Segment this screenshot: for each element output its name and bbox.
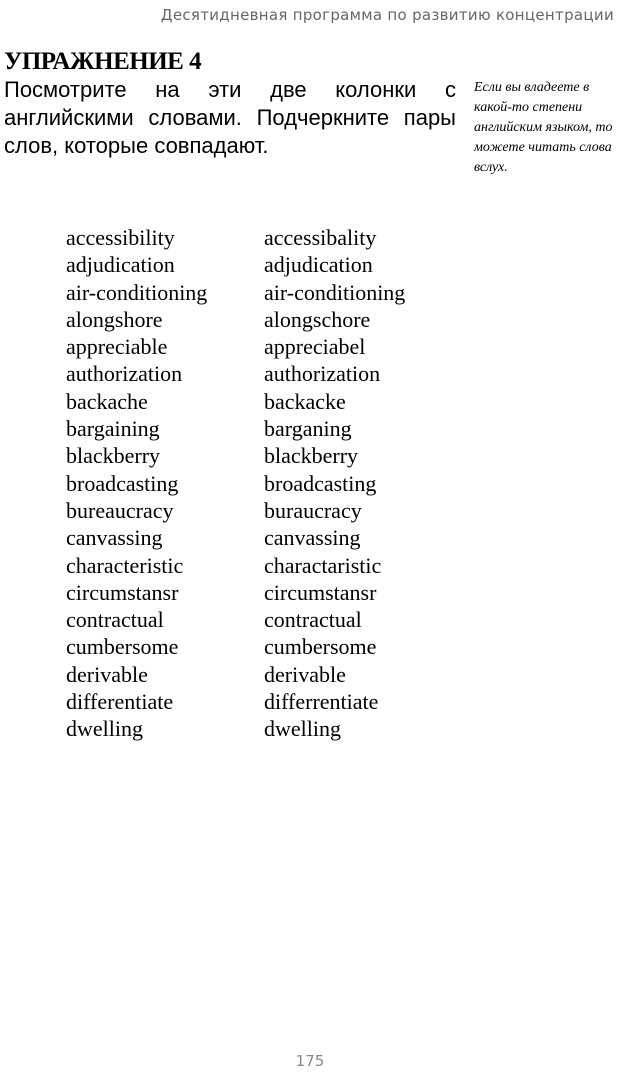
exercise-title: УПРАЖНЕНИЕ 4	[4, 48, 202, 75]
word-item: alongschore	[264, 306, 371, 332]
word-item: bureaucracy	[66, 497, 174, 523]
word-item: blackberry	[264, 443, 359, 469]
word-item: air-conditioning	[264, 279, 406, 305]
word-item: contractual	[264, 607, 362, 633]
word-item: canvassing	[66, 525, 163, 551]
word-item: adjudication	[264, 252, 373, 278]
word-item: appreciabel	[264, 334, 366, 360]
word-item: derivable	[66, 661, 148, 687]
word-item: derivable	[264, 661, 346, 687]
word-item: broadcasting	[264, 470, 377, 496]
word-item: dwelling	[66, 716, 143, 742]
word-item: appreciable	[66, 334, 168, 360]
word-item: canvassing	[264, 525, 361, 551]
word-item: characteristic	[66, 552, 184, 578]
word-item: air-conditioning	[66, 279, 208, 305]
word-item: cumbersome	[264, 634, 377, 660]
word-item: backache	[66, 388, 148, 414]
word-item: charactaristic	[264, 552, 382, 578]
word-item: differentiate	[66, 689, 174, 715]
word-item: adjudication	[66, 252, 175, 278]
word-item: accessibility	[66, 225, 175, 250]
word-item: contractual	[66, 607, 164, 633]
margin-note: Если вы владеете в какой-то степени английским языком, то можете читать слова вслух.	[474, 80, 613, 175]
word-item: buraucracy	[264, 497, 362, 523]
word-item: blackberry	[66, 443, 161, 469]
word-item: backacke	[264, 388, 346, 414]
running-head: Десятидневная программа по развитию концентрации	[160, 6, 614, 24]
word-item: cumbersome	[66, 634, 179, 660]
word-item: barganing	[264, 416, 352, 442]
word-item: dwelling	[264, 716, 341, 742]
word-item: accessibality	[264, 225, 377, 250]
word-item: broadcasting	[66, 470, 179, 496]
word-item: differrentiate	[264, 689, 379, 715]
word-item: authorization	[66, 361, 183, 387]
word-item: bargaining	[66, 416, 160, 442]
word-item: circumstansr	[264, 579, 377, 605]
word-item: circumstansr	[66, 579, 179, 605]
page-number: 175	[295, 1052, 325, 1070]
left-word-column	[66, 224, 207, 743]
right-word-column	[264, 224, 405, 743]
word-item: authorization	[264, 361, 381, 387]
word-item: alongshore	[66, 306, 163, 332]
instruction-text: Посмотрите на эти две колонки с английскими словами. Подчеркните пары слов, которые совпадают.	[4, 77, 456, 158]
